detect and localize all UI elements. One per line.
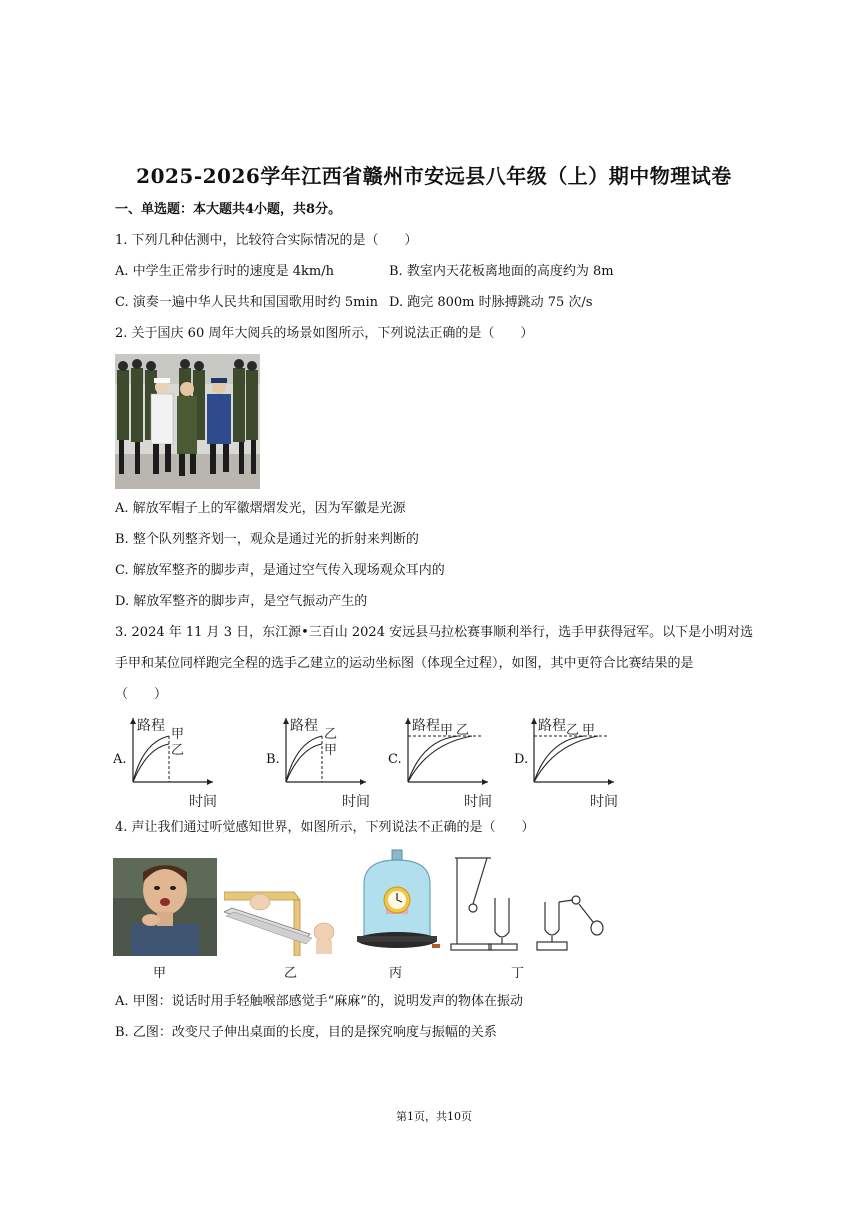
curve-1-label: 乙 xyxy=(566,723,580,738)
q3-stem-line3: （ ） xyxy=(115,687,168,702)
bell-jar-alarm-clock-figure xyxy=(354,848,440,958)
q2-option-c: C. 解放军整齐的脚步声，是通过空气传入现场观众耳内的 xyxy=(115,563,445,578)
curve-2-label: 甲 xyxy=(324,743,338,758)
page-title: 2025-2026学年江西省赣州市安远县八年级（上）期中物理试卷 xyxy=(136,164,732,188)
x-axis-arrow xyxy=(482,779,488,785)
curve-2 xyxy=(534,736,598,782)
x-axis-label: 时间 xyxy=(464,794,492,808)
page-footer: 第1页，共10页 xyxy=(396,1110,472,1123)
y-axis-label: 路程 xyxy=(412,718,440,734)
graph-option-label: C. xyxy=(388,752,402,767)
y-axis-arrow xyxy=(283,718,289,724)
y-axis-arrow xyxy=(130,718,136,724)
q4-option-b: B. 乙图：改变尺子伸出桌面的长度，目的是探究响度与振幅的关系 xyxy=(115,1025,497,1040)
x-axis-label: 时间 xyxy=(342,794,370,808)
q4-stem: 4. 声让我们通过听觉感知世界，如图所示，下列说法不正确的是（ ） xyxy=(115,820,535,835)
x-axis-arrow xyxy=(608,779,614,785)
distance-time-graph xyxy=(127,712,227,808)
graph-option-label: B. xyxy=(266,752,280,767)
curve-1 xyxy=(408,736,458,782)
curve-2-label: 甲 xyxy=(582,723,596,738)
distance-time-graph xyxy=(280,712,380,808)
curve-2-label: 乙 xyxy=(171,743,185,758)
x-axis-label: 时间 xyxy=(189,794,217,808)
graph-option-a xyxy=(113,712,223,808)
q2-option-d: D. 解放军整齐的脚步声，是空气振动产生的 xyxy=(115,594,368,609)
tuning-fork-pendulum-figure xyxy=(447,850,607,954)
curve-1-label: 乙 xyxy=(324,727,338,742)
q4-option-a: A. 甲图：说话时用手轻触喉部感觉手“麻麻”的，说明发声的物体在振动 xyxy=(115,994,523,1009)
graph-option-b xyxy=(266,712,376,808)
q1-option-a: A. 中学生正常步行时的速度是 4km/h xyxy=(115,264,335,279)
distance-time-graph xyxy=(402,712,502,808)
curve-2 xyxy=(133,744,169,782)
y-axis-arrow xyxy=(531,718,537,724)
distance-time-graph xyxy=(528,712,628,808)
curve-1-label: 甲 xyxy=(171,727,185,742)
x-axis-label: 时间 xyxy=(590,794,618,808)
caption-bing: 丙 xyxy=(389,966,403,981)
boy-touching-throat-photo xyxy=(113,858,217,956)
q3-stem-line1: 3. 2024 年 11 月 3 日，东江源•三百山 2024 安远县马拉松赛事顺利举行，选手甲获得冠军。以下是小明对选 xyxy=(115,625,754,640)
parade-photo xyxy=(115,354,260,489)
q2-stem: 2. 关于国庆 60 周年大阅兵的场景如图所示，下列说法正确的是（ ） xyxy=(115,326,534,341)
q2-option-b: B. 整个队列整齐划一，观众是通过光的折射来判断的 xyxy=(115,532,419,547)
q2-option-a: A. 解放军帽子上的军徽熠熠发光，因为军徽是光源 xyxy=(115,501,406,516)
curve-1-label: 甲 xyxy=(440,723,454,738)
x-axis-arrow xyxy=(207,779,213,785)
curve-2-label: 乙 xyxy=(456,723,470,738)
ruler-on-desk-figure xyxy=(224,886,344,956)
y-axis-label: 路程 xyxy=(290,718,318,734)
curve-1 xyxy=(133,736,169,782)
curve-1 xyxy=(534,736,584,782)
y-axis-arrow xyxy=(405,718,411,724)
q1-option-d: D. 跑完 800m 时脉搏跳动 75 次/s xyxy=(389,295,593,310)
graph-option-d xyxy=(514,712,624,808)
section-heading: 一、单选题：本大题共4小题，共8分。 xyxy=(115,202,342,217)
y-axis-label: 路程 xyxy=(538,718,566,734)
x-axis-arrow xyxy=(360,779,366,785)
q1-option-c: C. 演奏一遍中华人民共和国国歌用时约 5min xyxy=(115,295,379,310)
curve-2 xyxy=(286,744,322,782)
graph-option-c xyxy=(388,712,498,808)
graph-option-label: A. xyxy=(113,752,127,767)
graph-option-label: D. xyxy=(514,752,529,767)
caption-ding: 丁 xyxy=(511,966,525,981)
curve-1 xyxy=(286,736,322,782)
y-axis-label: 路程 xyxy=(137,718,165,734)
curve-2 xyxy=(408,736,472,782)
q1-option-b: B. 教室内天花板离地面的高度约为 8m xyxy=(389,264,614,279)
caption-yi: 乙 xyxy=(284,966,298,981)
caption-jia: 甲 xyxy=(153,966,167,981)
q1-stem: 1. 下列几种估测中，比较符合实际情况的是（ ） xyxy=(115,233,418,248)
q3-stem-line2: 手甲和某位同样跑完全程的选手乙建立的运动坐标图（体现全过程），如图，其中更符合比赛结果的是 xyxy=(115,656,694,671)
